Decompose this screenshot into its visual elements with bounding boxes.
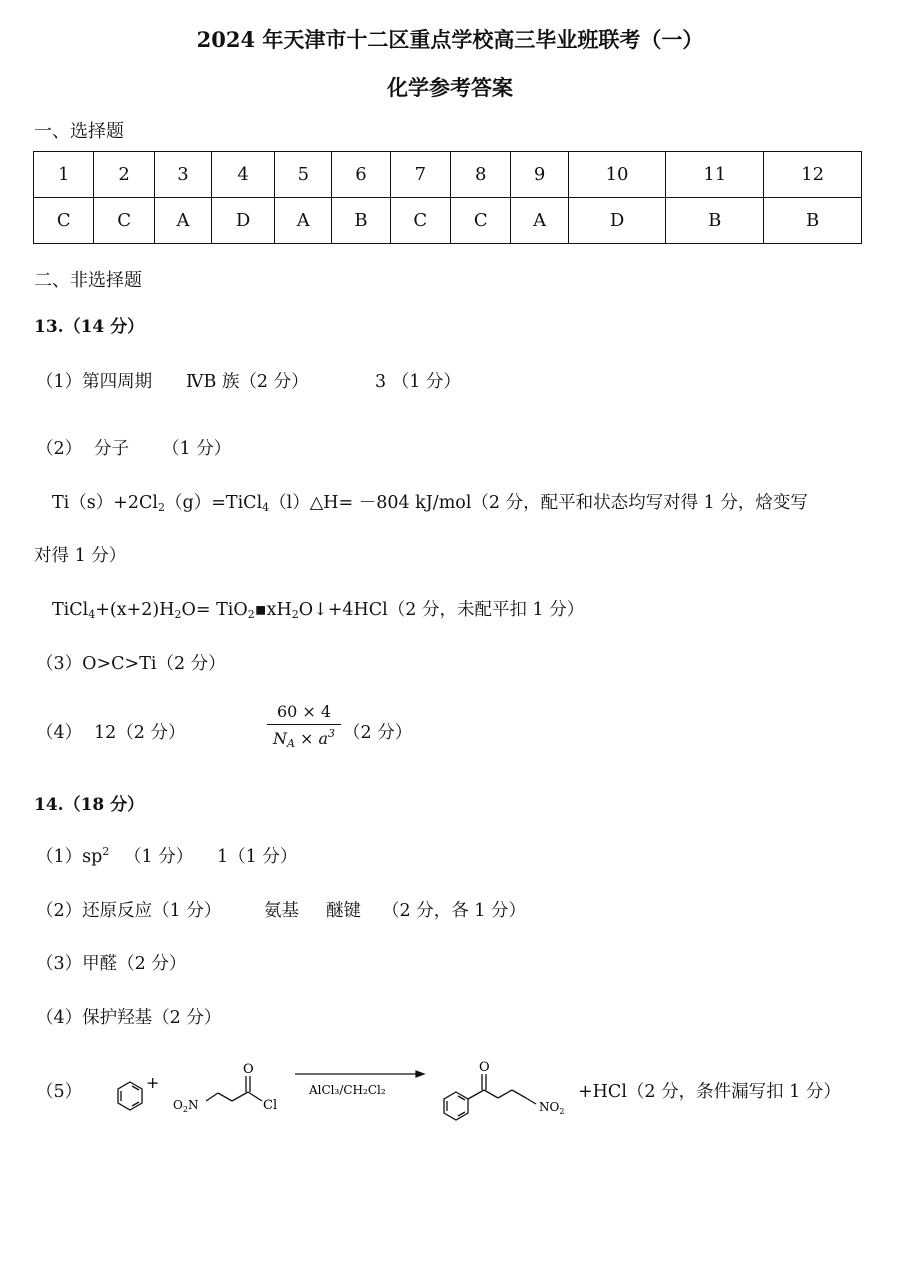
answer-cell: D <box>568 198 666 244</box>
q13-part1-label: （1）第四周期 <box>36 372 153 392</box>
answer-cell: C <box>34 198 94 244</box>
question-number-cell: 1 <box>34 152 94 198</box>
q14-part2-group-1: 氨基 <box>264 901 299 921</box>
answer-table <box>33 151 862 244</box>
acyl-chloride-structure <box>206 1076 262 1101</box>
q13-heading: 13.（14 分） <box>34 317 145 337</box>
page-subtitle: 化学参考答案 <box>387 75 513 100</box>
answer-cell: B <box>764 198 862 244</box>
answer-row <box>34 198 862 244</box>
question-number-cell: 3 <box>154 152 211 198</box>
q14-part4: （4）保护羟基（2 分） <box>36 1008 222 1028</box>
fraction-numerator: 60 × 4 <box>276 702 332 721</box>
q13-part2-answer: 分子 <box>94 439 129 459</box>
question-number-cell: 5 <box>275 152 332 198</box>
q13-equation-1: $Ti(s)+2Cl_2(g)=TiCl_4(l)\triangle H= -804$ kJ/mol（2 分，配平和状态均写对得 1 分，焓变写 <box>52 493 808 514</box>
question-number-cell: 4 <box>212 152 275 198</box>
question-number-cell: 10 <box>568 152 666 198</box>
q13-equation-1-note: （2 分，配平和状态均写对得 1 分，焓变写 <box>471 493 808 513</box>
q14-part5-note: +HCl（2 分，条件漏写扣 1 分） <box>578 1082 841 1102</box>
answer-cell: D <box>212 198 275 244</box>
density-fraction <box>267 702 341 750</box>
answer-cell: C <box>390 198 450 244</box>
carbonyl-oxygen-label: O <box>243 1062 254 1077</box>
reaction-scheme <box>100 1052 440 1132</box>
section-heading-choice: 一、选择题 <box>34 121 124 142</box>
fraction-denominator: $N_A \times a^3$ <box>272 727 336 750</box>
q14-part1-score: （1 分） <box>124 847 194 867</box>
product-structure <box>436 1054 586 1134</box>
q14-part2-group-2: 醚键 <box>326 901 361 921</box>
question-number-cell: 12 <box>764 152 862 198</box>
answer-cell: B <box>666 198 764 244</box>
q14-part2-score: （2 分，各 1 分） <box>382 901 526 921</box>
q13-equation-1-note-cont: 对得 1 分） <box>34 546 127 566</box>
q13-part4-score: （2 分） <box>343 723 413 743</box>
product-nitro-group: $NO_2$ <box>539 1100 565 1116</box>
question-number-cell: 11 <box>666 152 764 198</box>
chlorine-label: Cl <box>263 1098 278 1113</box>
answer-cell: C <box>94 198 154 244</box>
answer-cell: A <box>511 198 568 244</box>
q13-part4-label: （4） <box>36 723 83 743</box>
question-number-cell: 7 <box>390 152 450 198</box>
question-number-row <box>34 152 862 198</box>
question-number-cell: 8 <box>451 152 511 198</box>
q13-part2-score: （1 分） <box>162 439 232 459</box>
q13-equation-2-note: （2 分，未配平扣 1 分） <box>387 600 585 620</box>
q14-part5-label: （5） <box>36 1082 83 1102</box>
nitro-group-label: $O_2N$ <box>173 1098 199 1114</box>
q14-part1-second: 1（1 分） <box>217 847 298 867</box>
answer-cell: A <box>275 198 332 244</box>
plus-sign: + <box>146 1073 160 1092</box>
q13-part4-answer: 12（2 分） <box>94 723 186 743</box>
q14-part1: $(1)sp^2$ <box>36 845 110 867</box>
q13-part1-count: 3 （1 分） <box>375 372 461 392</box>
q13-part2-label: （2） <box>36 439 83 459</box>
page-title: 2024 年天津市十二区重点学校高三毕业班联考（一） <box>196 27 704 52</box>
q14-part2-label: （2）还原反应（1 分） <box>36 901 222 921</box>
q13-part3: （3）O>C>Ti（2 分） <box>36 654 226 674</box>
answer-cell: C <box>451 198 511 244</box>
question-number-cell: 6 <box>332 152 390 198</box>
question-number-cell: 2 <box>94 152 154 198</box>
answer-cell: B <box>332 198 390 244</box>
reaction-arrow <box>295 1071 424 1077</box>
q14-heading: 14.（18 分） <box>34 795 145 815</box>
section-heading-nonchoice: 二、非选择题 <box>34 270 142 291</box>
benzene-icon <box>118 1082 142 1110</box>
answer-cell: A <box>154 198 211 244</box>
question-number-cell: 9 <box>511 152 568 198</box>
product-carbonyl-oxygen: O <box>479 1060 490 1075</box>
q13-equation-2: $TiCl_4+(x+2)H_2O=$ $TiO_2▪xH_2O↓+4HCl(2$ 分，未配平扣 1 分） <box>52 600 585 621</box>
reaction-condition: AlCl₃/CH₂Cl₂ <box>309 1083 386 1097</box>
q14-part3: （3）甲醛（2 分） <box>36 954 187 974</box>
q13-part1-group: ⅣB 族（2 分） <box>186 372 309 392</box>
